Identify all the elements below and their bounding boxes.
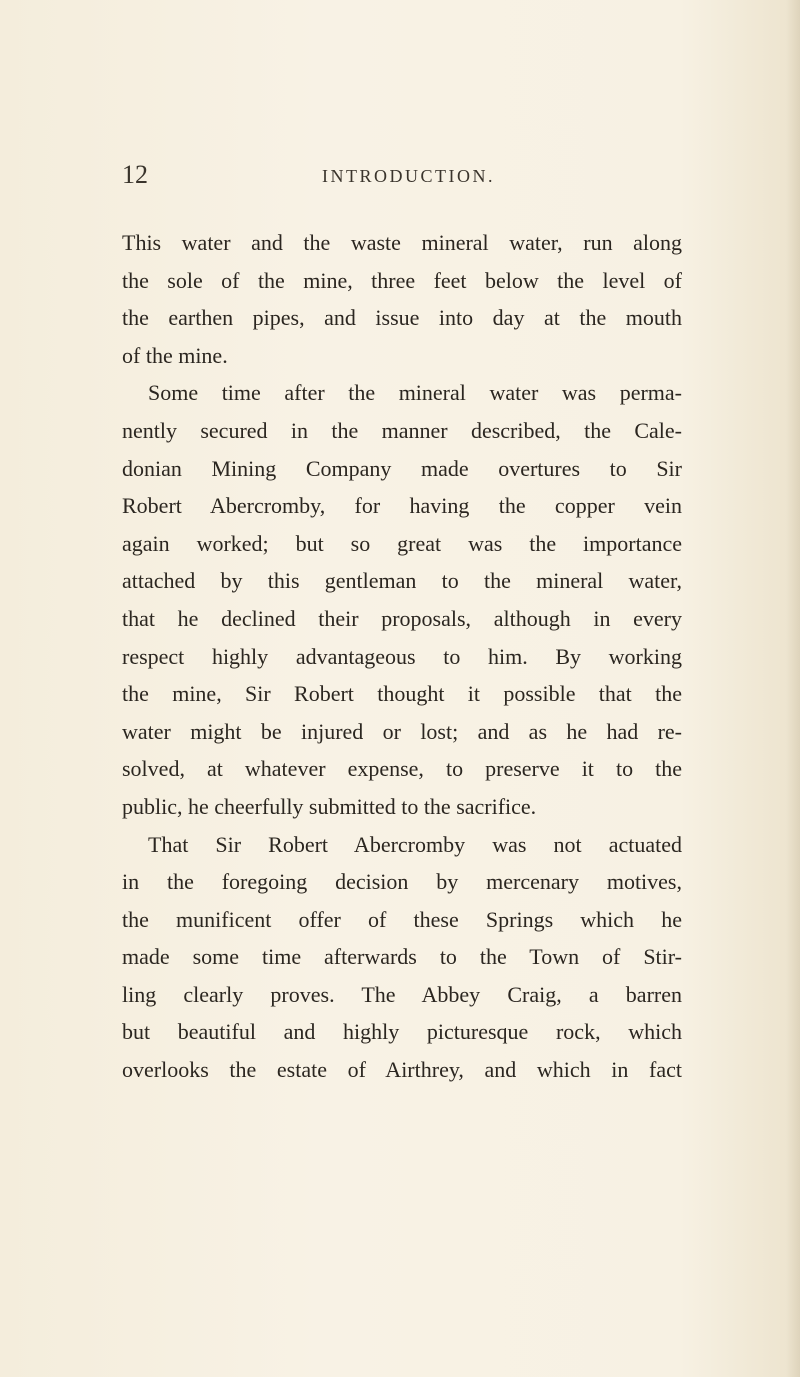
- text-line: the sole of the mine, three feet below the level of: [122, 267, 682, 293]
- text-line: attached by this gentleman to the mineral water,: [122, 568, 682, 594]
- text-line: overlooks the estate of Airthrey, and which in fact: [122, 1057, 682, 1083]
- text-line: the munificent offer of these Springs which he: [122, 906, 682, 932]
- body-text: [122, 224, 682, 1089]
- text-line: the mine, Sir Robert thought it possible that the: [122, 681, 682, 707]
- text-line: again worked; but so great was the importance: [122, 530, 682, 556]
- text-line: but beautiful and highly picturesque rock, which: [122, 1019, 682, 1045]
- text-line: the earthen pipes, and issue into day at the mouth: [122, 305, 682, 331]
- text-line: water might be injured or lost; and as he had re-: [122, 718, 682, 744]
- text-line: Robert Abercromby, for having the copper vein: [122, 493, 682, 519]
- text-line: This water and the waste mineral water, run along: [122, 230, 682, 255]
- page-number: 12: [122, 160, 148, 189]
- text-line: donian Mining Company made overtures to Sir: [122, 455, 682, 481]
- text-line: ling clearly proves. The Abbey Craig, a barren: [122, 981, 682, 1007]
- page-header: [122, 160, 682, 190]
- text-line: solved, at whatever expense, to preserve it to the: [122, 756, 682, 782]
- text-line: Some time after the mineral water was perma-: [148, 380, 682, 406]
- running-head: INTRODUCTION.: [322, 166, 495, 186]
- text-line: respect highly advantageous to him. By working: [122, 643, 682, 669]
- text-line: That Sir Robert Abercromby was not actuated: [148, 831, 682, 857]
- text-line: of the mine.: [122, 342, 228, 368]
- text-line: nently secured in the manner described, the Cale-: [122, 417, 682, 443]
- text-line: public, he cheerfully submitted to the sacrifice.: [122, 793, 537, 819]
- text-line: that he declined their proposals, although in every: [122, 605, 682, 631]
- text-line: made some time afterwards to the Town of Stir-: [122, 944, 682, 970]
- text-line: in the foregoing decision by mercenary motives,: [122, 869, 682, 895]
- page-edge-shadow: [786, 0, 800, 1377]
